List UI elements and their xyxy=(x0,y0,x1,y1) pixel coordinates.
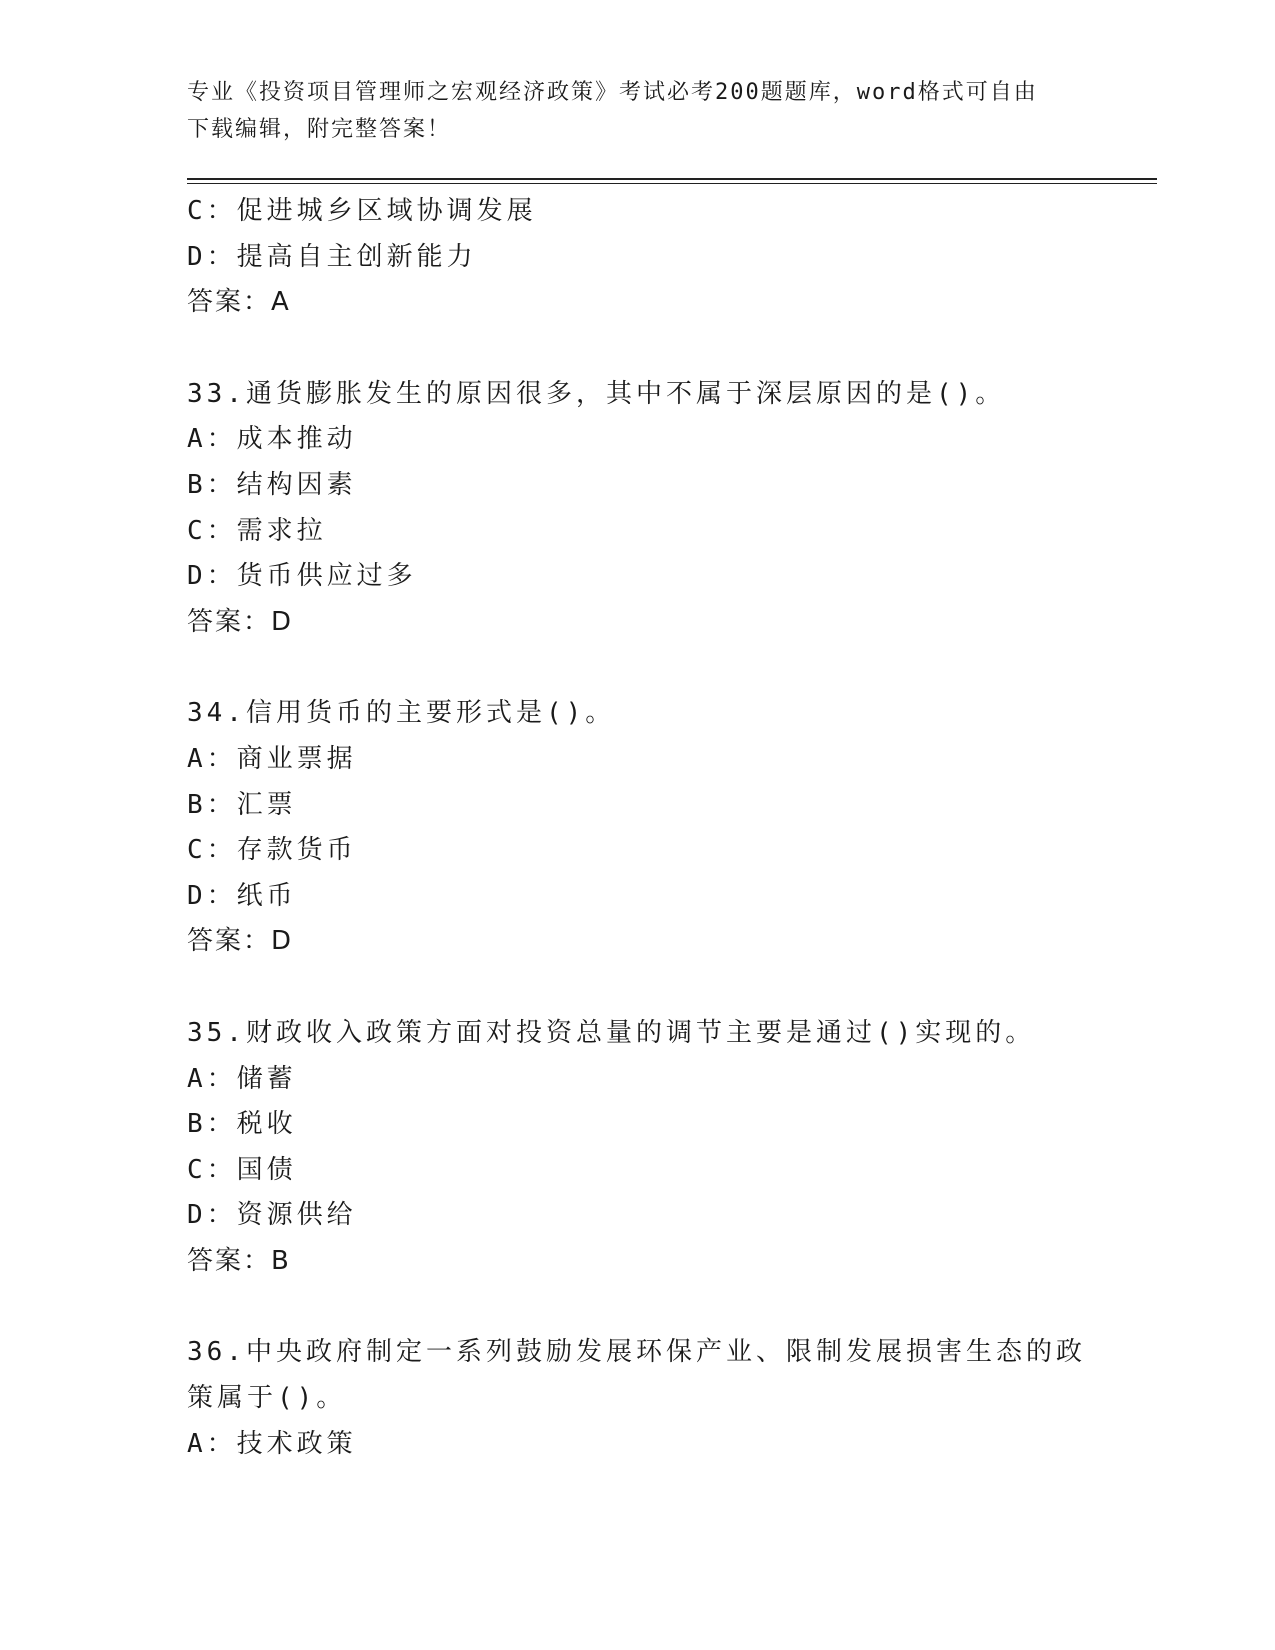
question-36 xyxy=(187,1330,1087,1467)
option-c: C：需求拉 xyxy=(187,515,327,546)
answer: 答案：B xyxy=(187,1245,291,1276)
question-text: 34.信用货币的主要形式是()。 xyxy=(187,698,616,729)
question-text: 33.通货膨胀发生的原因很多，其中不属于深层原因的是()。 xyxy=(187,378,1006,409)
option-c: C：存款货币 xyxy=(187,835,357,866)
question-35 xyxy=(187,1011,1087,1285)
option-d: D：纸币 xyxy=(187,880,297,911)
option-d: D：资源供给 xyxy=(187,1200,357,1231)
option-b: B：汇票 xyxy=(187,789,297,820)
header-line-2: 下载编辑，附完整答案！ xyxy=(187,117,452,142)
document-header xyxy=(187,74,1067,148)
option-b: B：结构因素 xyxy=(187,469,357,500)
option-c: C：国债 xyxy=(187,1154,297,1185)
document-body xyxy=(187,189,1087,1513)
question-text: 35.财政收入政策方面对投资总量的调节主要是通过()实现的。 xyxy=(187,1017,1036,1048)
answer: 答案：A xyxy=(187,287,291,318)
option-a: A：成本推动 xyxy=(187,424,357,455)
option-a: A：储蓄 xyxy=(187,1063,297,1094)
option-d: D：提高自主创新能力 xyxy=(187,241,477,272)
option-c: C：促进城乡区域协调发展 xyxy=(187,196,537,226)
header-line-1: 专业《投资项目管理师之宏观经济政策》考试必考200题题库，word格式可自由 xyxy=(187,80,1038,105)
question-33 xyxy=(187,372,1087,646)
option-a: A：技术政策 xyxy=(187,1428,357,1459)
answer: 答案：D xyxy=(187,606,294,637)
answer: 答案：D xyxy=(187,926,294,957)
question-text: 36.中央政府制定一系列鼓励发展环保产业、限制发展损害生态的政策属于()。 xyxy=(187,1337,1086,1414)
option-b: B：税收 xyxy=(187,1109,297,1140)
header-divider xyxy=(187,178,1157,184)
option-a: A：商业票据 xyxy=(187,743,357,774)
question-34 xyxy=(187,691,1087,965)
question-32-tail xyxy=(187,189,1087,326)
option-d: D：货币供应过多 xyxy=(187,561,417,592)
